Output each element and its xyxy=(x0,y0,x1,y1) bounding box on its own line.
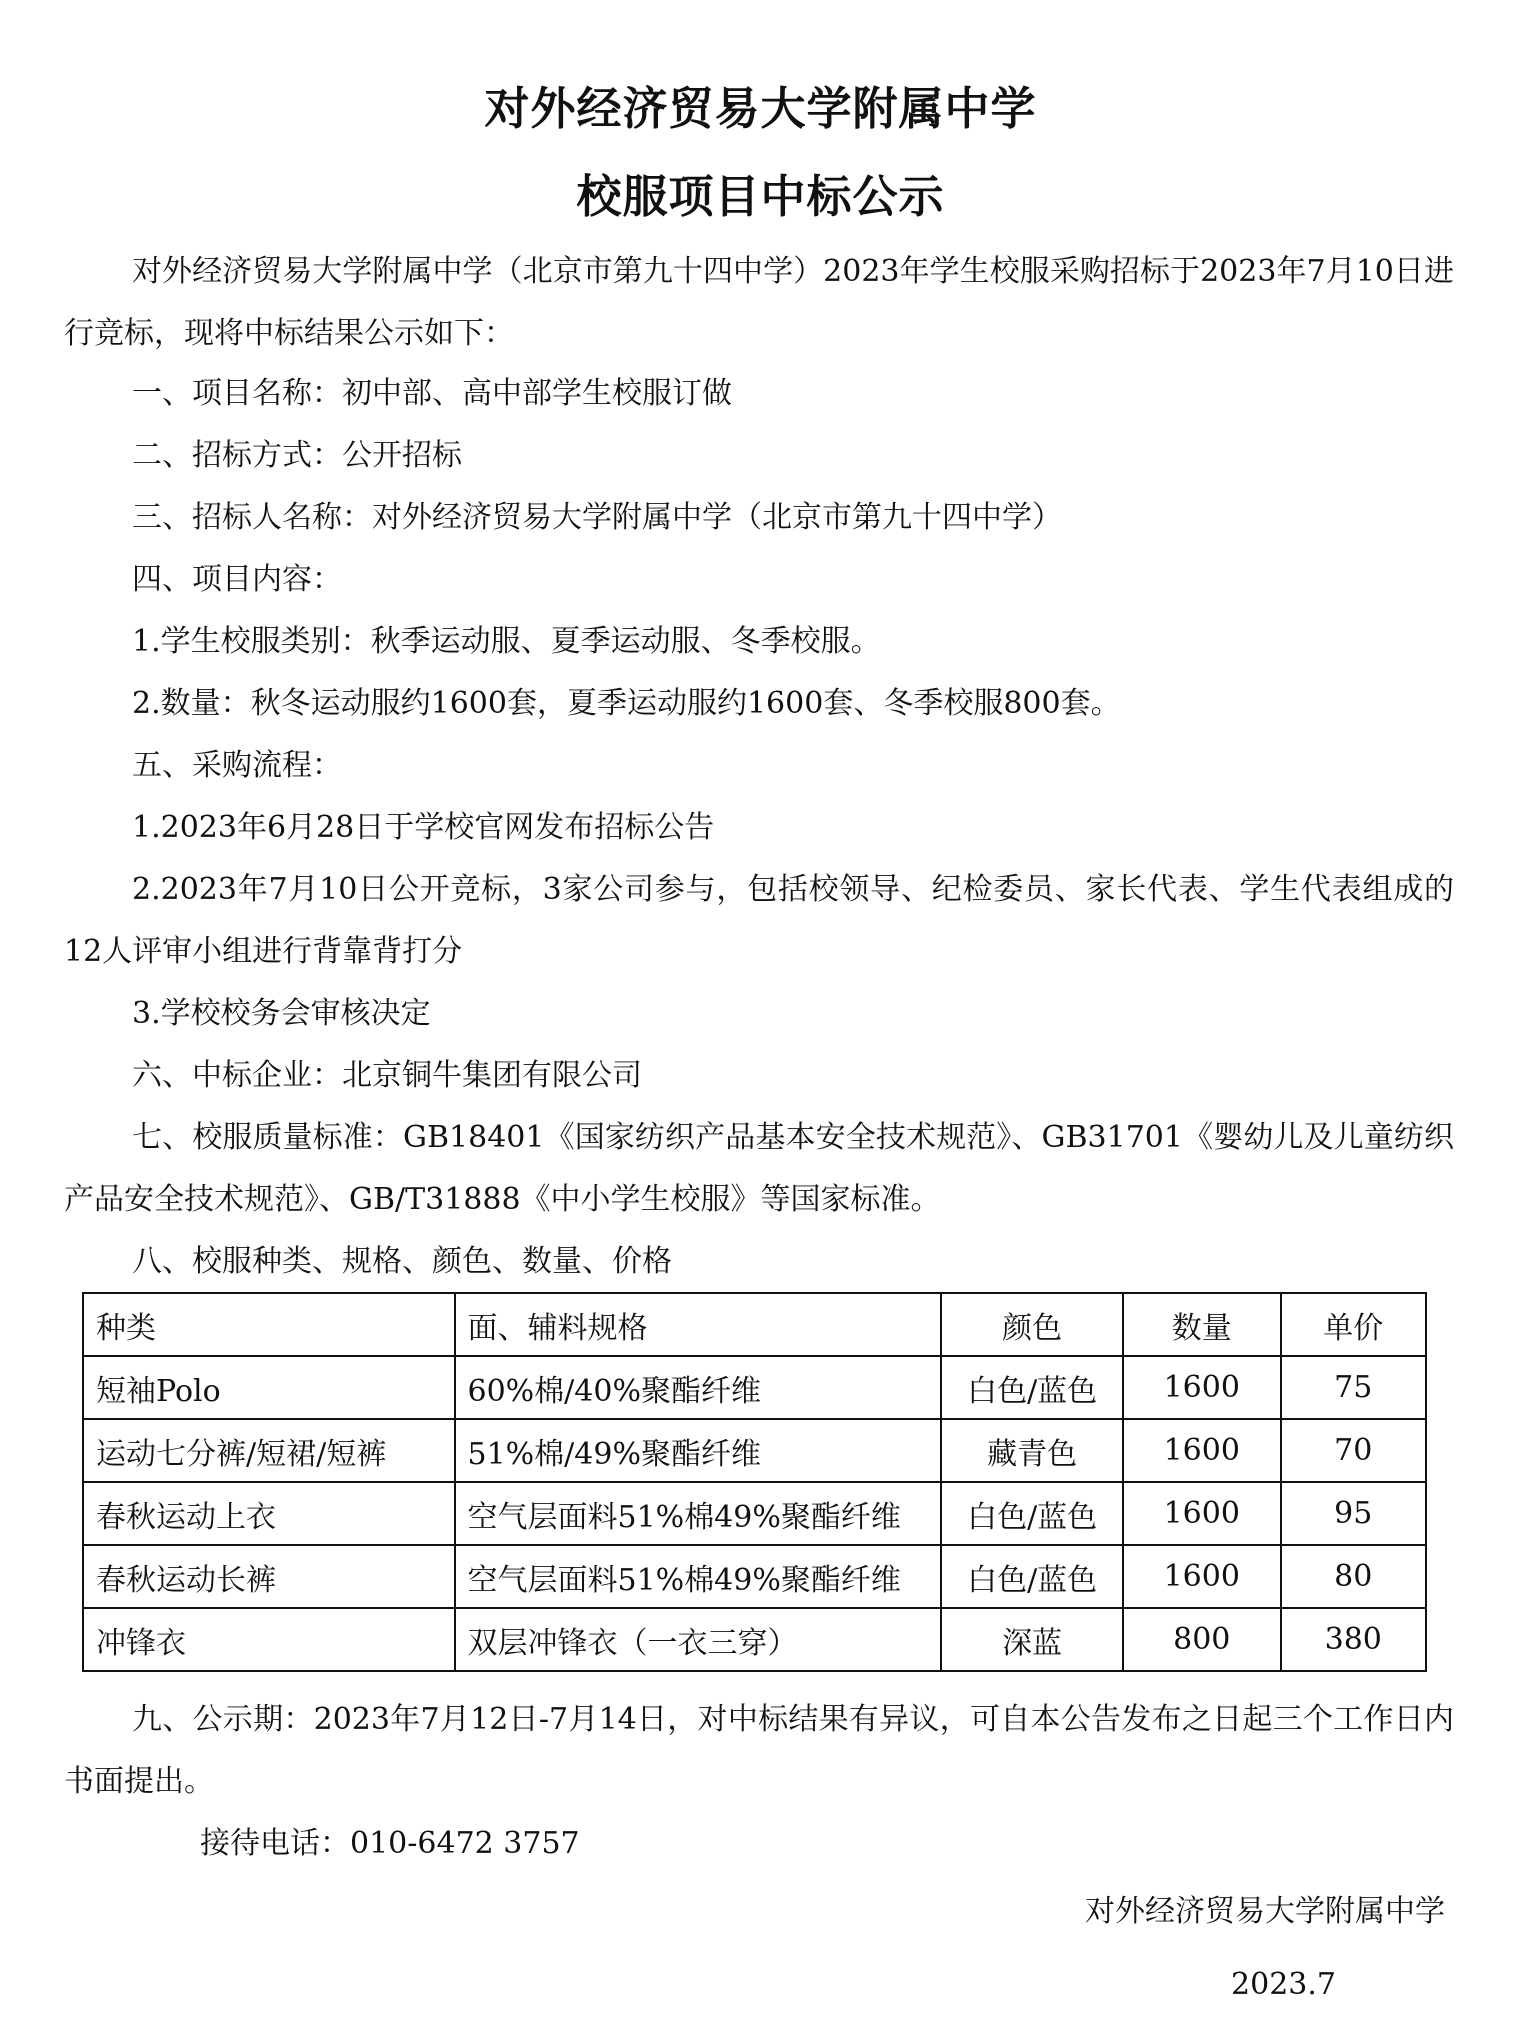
cell-material: 双层冲锋衣（一衣三穿） xyxy=(455,1608,942,1671)
table-row xyxy=(83,1545,1426,1608)
cell-quantity: 1600 xyxy=(1123,1545,1281,1608)
contact-phone: 接待电话：010-6472 3757 xyxy=(200,1826,580,1861)
section-procurement-process: 五、采购流程： xyxy=(132,748,342,783)
cell-color: 深蓝 xyxy=(941,1608,1123,1671)
cell-quantity: 800 xyxy=(1123,1608,1281,1671)
header-color: 颜色 xyxy=(941,1293,1123,1356)
section-uniform-table-title: 八、校服种类、规格、颜色、数量、价格 xyxy=(132,1244,672,1279)
process-step-3: 3.学校校务会审核决定 xyxy=(132,996,431,1031)
cell-unit-price: 380 xyxy=(1281,1608,1426,1671)
header-material: 面、辅料规格 xyxy=(455,1293,942,1356)
cell-category: 冲锋衣 xyxy=(83,1608,455,1671)
cell-material: 60%棉/40%聚酯纤维 xyxy=(455,1356,942,1419)
cell-quantity: 1600 xyxy=(1123,1356,1281,1419)
section-project-name: 一、项目名称：初中部、高中部学生校服订做 xyxy=(132,376,732,411)
cell-color: 白色/蓝色 xyxy=(941,1356,1123,1419)
table-row xyxy=(83,1356,1426,1419)
section-project-content: 四、项目内容： xyxy=(132,562,342,597)
section-bidder-name: 三、招标人名称：对外经济贸易大学附属中学（北京市第九十四中学） xyxy=(132,500,1062,535)
document-title: 对外经济贸易大学附属中学 xyxy=(484,82,1037,135)
cell-quantity: 1600 xyxy=(1123,1482,1281,1545)
header-unit-price: 单价 xyxy=(1281,1293,1426,1356)
cell-material: 空气层面料51%棉49%聚酯纤维 xyxy=(455,1545,942,1608)
cell-unit-price: 80 xyxy=(1281,1545,1426,1608)
content-item-categories: 1.学生校服类别：秋季运动服、夏季运动服、冬季校服。 xyxy=(132,624,881,659)
signature-organization: 对外经济贸易大学附属中学 xyxy=(1085,1894,1445,1929)
cell-color: 白色/蓝色 xyxy=(941,1482,1123,1545)
table-header-row xyxy=(83,1293,1426,1356)
header-category: 种类 xyxy=(83,1293,455,1356)
cell-unit-price: 70 xyxy=(1281,1419,1426,1482)
content-item-quantity: 2.数量：秋冬运动服约1600套，夏季运动服约1600套、冬季校服800套。 xyxy=(132,686,1121,721)
signature-date: 2023.7 xyxy=(1231,1967,1336,2002)
cell-quantity: 1600 xyxy=(1123,1419,1281,1482)
process-step-2: 2.2023年7月10日公开竞标，3家公司参与，包括校领导、纪检委员、家长代表、学生代表组成的12人评审小组进行背靠背打分 xyxy=(64,872,1454,969)
cell-material: 51%棉/49%聚酯纤维 xyxy=(455,1419,942,1482)
cell-unit-price: 95 xyxy=(1281,1482,1426,1545)
cell-category: 短袖Polo xyxy=(83,1356,455,1419)
section-bid-method: 二、招标方式：公开招标 xyxy=(132,438,462,473)
uniform-price-table xyxy=(82,1292,1427,1672)
cell-category: 春秋运动长裤 xyxy=(83,1545,455,1608)
section-publicity-period: 九、公示期：2023年7月12日-7月14日，对中标结果有异议，可自本公告发布之日起三个工作日内书面提出。 xyxy=(64,1702,1454,1799)
cell-unit-price: 75 xyxy=(1281,1356,1426,1419)
cell-category: 春秋运动上衣 xyxy=(83,1482,455,1545)
cell-color: 白色/蓝色 xyxy=(941,1545,1123,1608)
header-quantity: 数量 xyxy=(1123,1293,1281,1356)
cell-category: 运动七分裤/短裙/短裤 xyxy=(83,1419,455,1482)
process-step-1: 1.2023年6月28日于学校官网发布招标公告 xyxy=(132,810,715,845)
intro-paragraph: 对外经济贸易大学附属中学（北京市第九十四中学）2023年学生校服采购招标于2023年7月10日进行竞标，现将中标结果公示如下： xyxy=(64,254,1454,351)
section-winning-company: 六、中标企业：北京铜牛集团有限公司 xyxy=(132,1058,642,1093)
table-row xyxy=(83,1608,1426,1671)
table-row xyxy=(83,1482,1426,1545)
document-subtitle: 校服项目中标公示 xyxy=(576,170,945,223)
section-quality-standard: 七、校服质量标准：GB18401《国家纺织产品基本安全技术规范》、GB31701《婴幼儿及儿童纺织产品安全技术规范》、GB/T31888《中小学生校服》等国家标准。 xyxy=(64,1120,1454,1217)
cell-color: 藏青色 xyxy=(941,1419,1123,1482)
cell-material: 空气层面料51%棉49%聚酯纤维 xyxy=(455,1482,942,1545)
table-row xyxy=(83,1419,1426,1482)
